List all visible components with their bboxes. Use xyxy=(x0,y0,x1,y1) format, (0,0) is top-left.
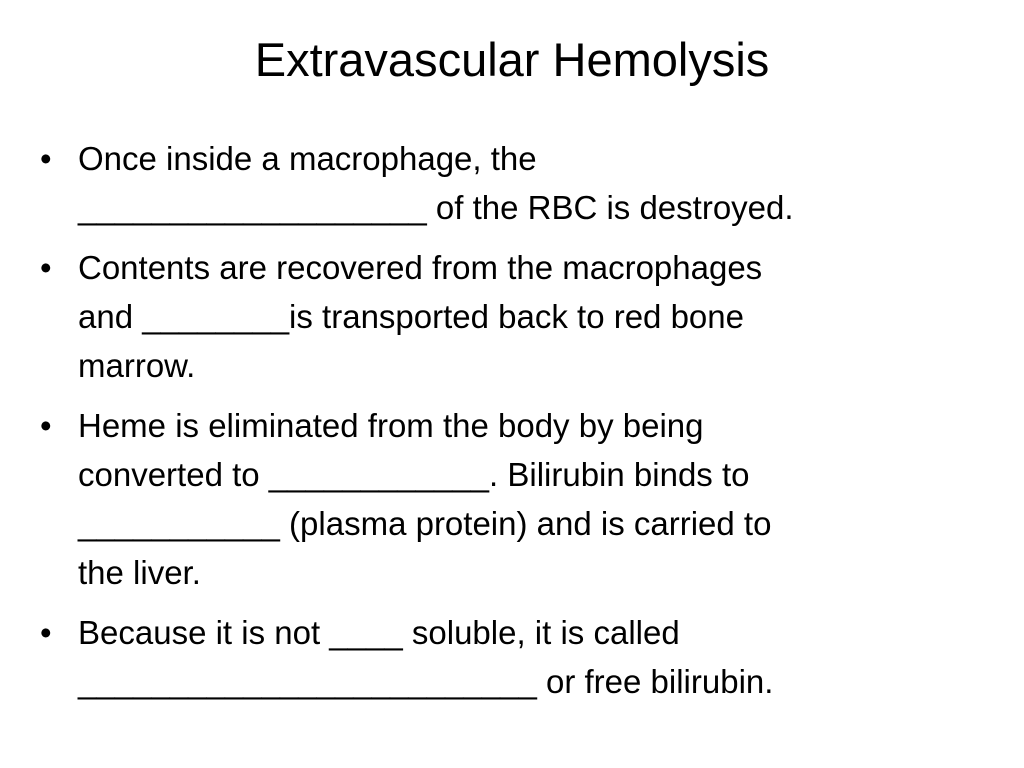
bullet-item xyxy=(40,401,980,597)
bullet-icon: • xyxy=(40,249,52,286)
bullet-text-line: Contents are recovered from the macrophages xyxy=(78,249,763,286)
bullet-text-line: Once inside a macrophage, the xyxy=(78,140,537,177)
bullet-text-line: and ________is transported back to red bone xyxy=(78,298,744,335)
bullet-text-line: _________________________ or free bilirubin. xyxy=(78,663,774,700)
bullet-list xyxy=(40,134,980,717)
bullet-item xyxy=(40,608,980,706)
bullet-text-line: Because it is not ____ soluble, it is called xyxy=(78,614,680,651)
slide-title: Extravascular Hemolysis xyxy=(254,33,770,86)
bullet-item xyxy=(40,134,980,232)
bullet-text-line: ___________________ of the RBC is destroyed. xyxy=(78,189,794,226)
bullet-text-line: the liver. xyxy=(78,554,201,591)
bullet-icon: • xyxy=(40,407,52,444)
bullet-text-line: converted to ____________. Bilirubin binds to xyxy=(78,456,750,493)
bullet-item xyxy=(40,243,980,390)
bullet-icon: • xyxy=(40,140,52,177)
bullet-text-line: ___________ (plasma protein) and is carried to xyxy=(78,505,772,542)
bullet-icon: • xyxy=(40,614,52,651)
bullet-text-line: Heme is eliminated from the body by being xyxy=(78,407,704,444)
bullet-text-line: marrow. xyxy=(78,347,196,384)
